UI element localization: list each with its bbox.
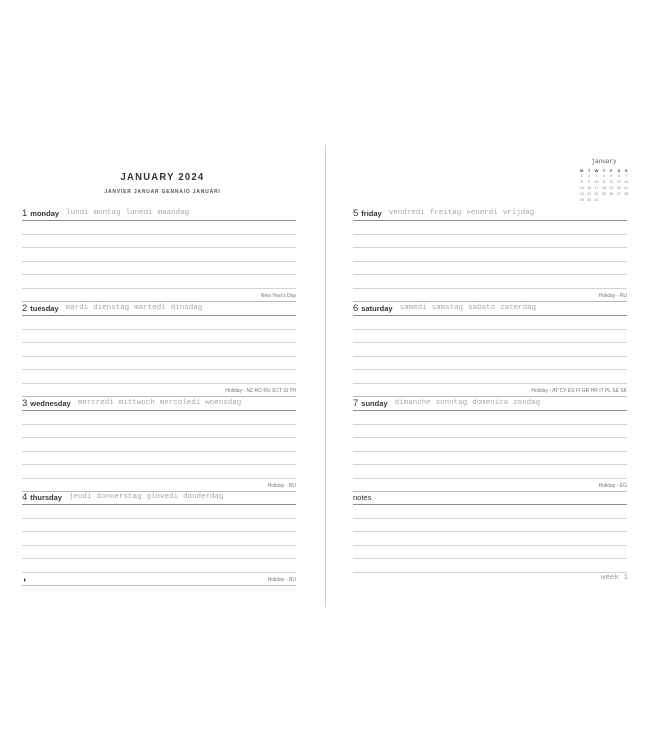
day-block-monday[interactable] <box>22 206 296 302</box>
month-title: JANUARY 2024 <box>120 171 205 183</box>
holiday-note: Holiday - RU <box>598 293 627 299</box>
day-header <box>22 206 296 221</box>
writing-line[interactable] <box>353 425 627 439</box>
calendar-date: 16 <box>587 186 592 190</box>
day-name-fr: samedi <box>399 304 427 312</box>
calendar-date: 12 <box>609 180 614 184</box>
writing-line[interactable] <box>22 235 296 249</box>
day-name-de: sonntag <box>435 399 468 407</box>
day-name-fr: dimanche <box>394 399 431 407</box>
writing-line[interactable] <box>22 330 296 344</box>
day-name-nl: vrijdag <box>502 209 535 217</box>
calendar-date <box>608 197 615 203</box>
day-name-de: samstag <box>431 304 464 312</box>
writing-line[interactable] <box>353 357 627 371</box>
calendar-date: 10 <box>594 180 599 184</box>
writing-line[interactable] <box>22 248 296 262</box>
calendar-date: 23 <box>587 192 592 196</box>
calendar-date: 4 <box>602 174 605 178</box>
writing-line[interactable] <box>22 275 296 289</box>
day-name: tuesday <box>30 304 59 313</box>
writing-line[interactable] <box>353 532 627 546</box>
day-name-de: donnerstag <box>96 493 142 501</box>
calendar-date <box>615 197 622 203</box>
weekday-header: W <box>594 167 599 173</box>
day-name: friday <box>361 209 382 218</box>
writing-line[interactable] <box>353 411 627 425</box>
weekday-header: S <box>617 167 621 173</box>
day-header <box>353 396 627 411</box>
calendar-date: 11 <box>602 180 606 184</box>
calendar-date: 21 <box>624 186 629 190</box>
writing-line[interactable] <box>353 519 627 533</box>
writing-line[interactable] <box>353 465 627 479</box>
notes-section[interactable] <box>353 490 627 573</box>
day-block-saturday[interactable] <box>353 301 627 397</box>
calendar-date: 18 <box>601 186 606 190</box>
writing-line[interactable] <box>22 559 296 573</box>
mini-calendar-title: january <box>591 158 617 165</box>
writing-line[interactable] <box>353 505 627 519</box>
day-name-it: sabato <box>468 304 496 312</box>
calendar-date: 25 <box>601 192 606 196</box>
writing-line[interactable] <box>22 221 296 235</box>
holiday-note: Holiday - AT CY ES FI GR HR IT PL SE SK <box>531 388 627 394</box>
day-header <box>353 301 627 316</box>
weekday-header: S <box>624 167 628 173</box>
writing-line[interactable] <box>353 262 627 276</box>
writing-line[interactable] <box>353 452 627 466</box>
day-name-it: mercoledi <box>159 399 201 407</box>
calendar-date: 2 <box>588 174 591 178</box>
writing-line[interactable] <box>22 438 296 452</box>
calendar-date: 28 <box>624 192 629 196</box>
writing-line[interactable] <box>22 343 296 357</box>
calendar-date: 1 <box>580 174 583 178</box>
day-name-fr: jeudi <box>68 493 92 501</box>
mini-calendar-grid <box>578 167 630 203</box>
calendar-date: 6 <box>617 174 620 178</box>
writing-line[interactable] <box>353 370 627 384</box>
writing-line[interactable] <box>22 357 296 371</box>
writing-line[interactable] <box>353 546 627 560</box>
writing-line[interactable] <box>353 221 627 235</box>
calendar-date: 22 <box>579 192 584 196</box>
weekday-header: M <box>580 167 584 173</box>
writing-line[interactable] <box>22 505 296 519</box>
day-name-de: mittwoch <box>118 399 155 407</box>
writing-line[interactable] <box>22 262 296 276</box>
day-number: 6 <box>353 303 359 314</box>
day-name-it: lunedi <box>125 209 153 217</box>
day-header <box>22 396 296 411</box>
month-translations: JANVIER JANUAR GENNAIO JANUARI <box>104 189 221 195</box>
day-name-it: venerdi <box>466 209 498 217</box>
notes-header <box>353 490 627 505</box>
day-number: 3 <box>22 398 28 409</box>
calendar-date: 26 <box>609 192 614 196</box>
day-header <box>22 490 296 505</box>
weekday-header: F <box>610 167 613 173</box>
calendar-date <box>623 197 630 203</box>
mini-calendar <box>578 158 630 203</box>
day-name-de: dienstag <box>93 304 130 312</box>
writing-line[interactable] <box>353 235 627 249</box>
writing-line[interactable] <box>22 573 296 587</box>
calendar-date: 7 <box>625 174 628 178</box>
holiday-note: Holiday - EG <box>598 483 627 489</box>
day-name-it: domenica <box>472 399 509 407</box>
day-name-de: freitag <box>429 209 462 217</box>
week-number: week 1 <box>600 574 628 582</box>
writing-line[interactable] <box>22 411 296 425</box>
day-name-nl: donderdag <box>183 493 224 501</box>
calendar-date <box>600 197 607 203</box>
writing-line[interactable] <box>353 316 627 330</box>
calendar-date: 30 <box>587 198 592 202</box>
writing-line[interactable] <box>22 546 296 560</box>
page-spine <box>325 145 326 607</box>
calendar-date: 3 <box>595 174 598 178</box>
day-block-wednesday[interactable] <box>22 396 296 492</box>
writing-line[interactable] <box>353 289 627 303</box>
holiday-note: Holiday - RU <box>267 483 296 489</box>
day-name: thursday <box>30 493 62 502</box>
day-name-fr: mercredi <box>77 399 114 407</box>
writing-line[interactable] <box>353 343 627 357</box>
calendar-date: 19 <box>609 186 614 190</box>
day-name-nl: maandag <box>157 209 190 217</box>
day-block-friday[interactable] <box>353 206 627 302</box>
writing-line[interactable] <box>353 275 627 289</box>
day-name-it: giovedi <box>146 493 179 501</box>
calendar-date: 31 <box>594 198 599 202</box>
day-name-de: montag <box>93 209 121 217</box>
day-number: 5 <box>353 208 359 219</box>
day-header <box>353 206 627 221</box>
day-number: 2 <box>22 303 28 314</box>
calendar-date: 24 <box>594 192 599 196</box>
day-name-fr: mardi <box>65 304 89 312</box>
day-name-it: martedi <box>134 304 166 312</box>
day-block-sunday[interactable] <box>353 396 627 492</box>
notes-label: notes <box>353 493 372 502</box>
day-name-nl: zondag <box>513 399 541 407</box>
calendar-date: 9 <box>588 180 591 184</box>
day-name-nl: woensdag <box>205 399 242 407</box>
writing-line[interactable] <box>353 559 627 573</box>
month-header <box>0 171 325 195</box>
holiday-note: New Year's Day <box>260 293 296 299</box>
writing-line[interactable] <box>353 330 627 344</box>
moon-phase-icon: ◑ <box>22 577 27 584</box>
day-name-nl: zaterdag <box>500 304 537 312</box>
weekday-header: T <box>602 167 606 173</box>
day-name: sunday <box>361 399 388 408</box>
holiday-note: Holiday - NZ RO RU SCT SI TH <box>225 388 296 394</box>
day-name-nl: dinsdag <box>170 304 203 312</box>
day-number: 1 <box>22 208 28 219</box>
holiday-note: Holiday - RU <box>267 577 296 583</box>
writing-line[interactable] <box>22 316 296 330</box>
writing-line[interactable] <box>22 425 296 439</box>
writing-line[interactable] <box>22 465 296 479</box>
writing-line[interactable] <box>353 248 627 262</box>
writing-line[interactable] <box>22 452 296 466</box>
calendar-date: 15 <box>579 186 584 190</box>
calendar-date: 13 <box>616 180 621 184</box>
calendar-date: 29 <box>579 198 584 202</box>
writing-line[interactable] <box>353 384 627 398</box>
writing-line[interactable] <box>353 438 627 452</box>
calendar-date: 8 <box>580 180 583 184</box>
day-block-tuesday[interactable] <box>22 301 296 397</box>
writing-line[interactable] <box>22 370 296 384</box>
day-number: 4 <box>22 492 28 503</box>
writing-line[interactable] <box>22 289 296 303</box>
day-block-thursday[interactable] <box>22 490 296 586</box>
writing-line[interactable] <box>22 532 296 546</box>
day-header <box>22 301 296 316</box>
weekday-header: T <box>587 167 591 173</box>
writing-line[interactable] <box>22 384 296 398</box>
day-name-fr: vendredi <box>388 209 425 217</box>
calendar-date: 5 <box>610 174 613 178</box>
day-name: wednesday <box>30 399 71 408</box>
day-name: saturday <box>361 304 393 313</box>
calendar-date: 20 <box>616 186 621 190</box>
day-name-fr: lundi <box>66 209 89 217</box>
calendar-date: 17 <box>594 186 599 190</box>
calendar-date: 14 <box>624 180 629 184</box>
day-name: monday <box>30 209 60 218</box>
writing-line[interactable] <box>22 519 296 533</box>
calendar-date: 27 <box>616 192 621 196</box>
day-number: 7 <box>353 398 359 409</box>
